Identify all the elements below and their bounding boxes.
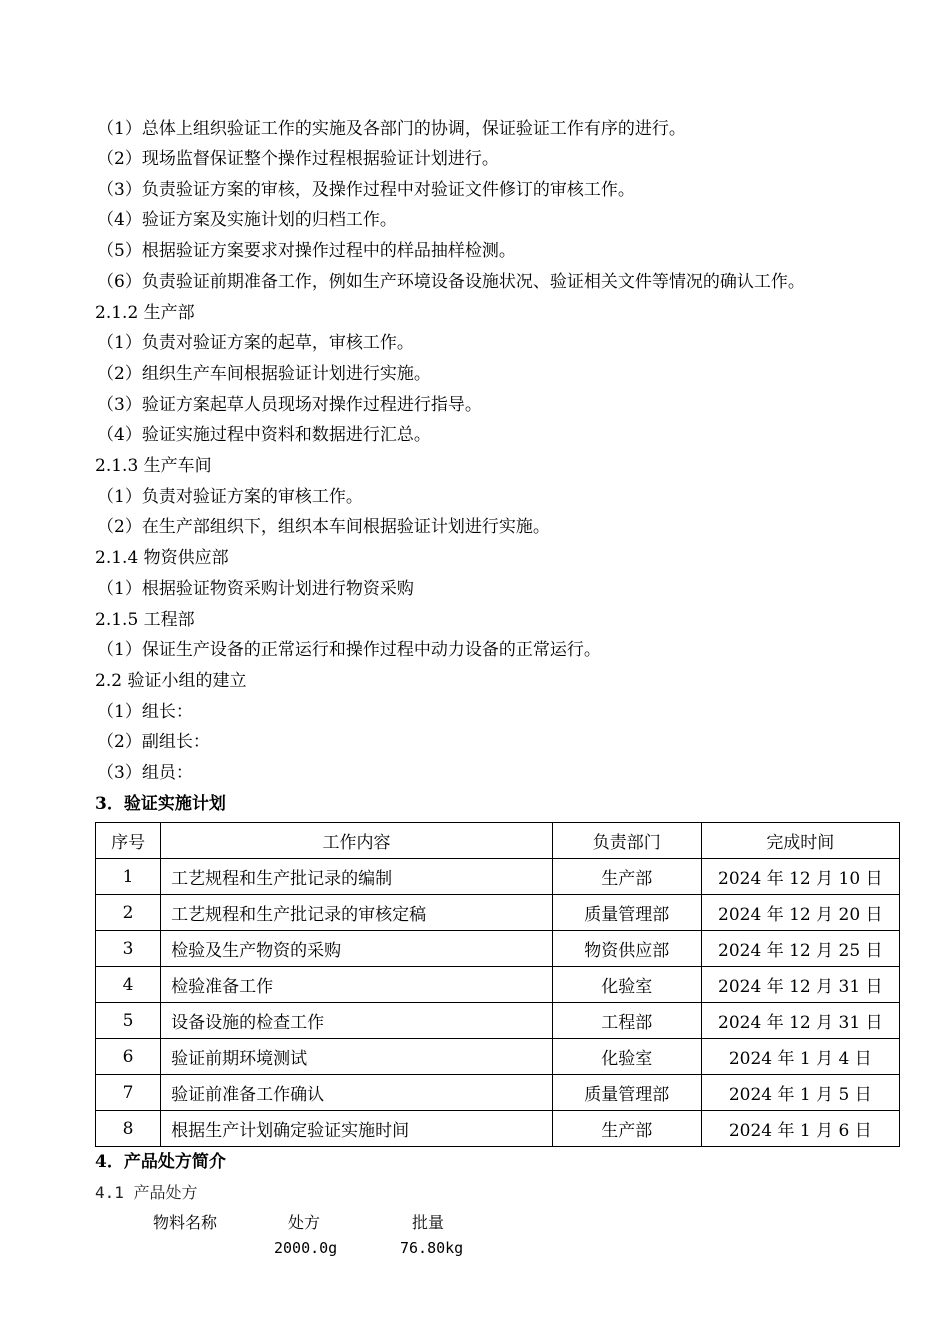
- column-batch: 批量: [412, 1213, 445, 1232]
- table-row: [96, 1075, 900, 1111]
- row-content: 工艺规程和生产批记录的审核定稿: [161, 895, 553, 931]
- row-index: 1: [96, 859, 161, 895]
- row-department: 工程部: [552, 1003, 701, 1039]
- row-department: 生产部: [552, 859, 701, 895]
- production-line-1: （1）负责对验证方案的起草，审核工作。: [97, 333, 414, 353]
- section-heading-3: 3．验证实施计划: [95, 794, 226, 814]
- header-content: 工作内容: [161, 823, 553, 859]
- row-department: 化验室: [552, 967, 701, 1003]
- row-content: 验证前准备工作确认: [161, 1075, 553, 1111]
- row-department: 质量管理部: [552, 1075, 701, 1111]
- row-content: 检验及生产物资的采购: [161, 931, 553, 967]
- team-deputy-line: （2）副组长：: [97, 732, 210, 752]
- section-heading-2-1-2: 2.1.2 生产部: [95, 303, 195, 323]
- row-date: 2024 年 12 月 31 日: [701, 1003, 899, 1039]
- row-content: 验证前期环境测试: [161, 1039, 553, 1075]
- team-members-line: （3）组员：: [97, 763, 193, 783]
- table-row: [96, 895, 900, 931]
- row-index: 7: [96, 1075, 161, 1111]
- row-department: 化验室: [552, 1039, 701, 1075]
- row-content: 根据生产计划确定验证实施时间: [161, 1111, 553, 1147]
- duty-line-4: （4）验证方案及实施计划的归档工作。: [97, 210, 397, 230]
- row-department: 物资供应部: [552, 931, 701, 967]
- section-heading-2-1-5: 2.1.5 工程部: [95, 610, 195, 630]
- row-department: 质量管理部: [552, 895, 701, 931]
- duty-line-1: （1）总体上组织验证工作的实施及各部门的协调，保证验证工作有序的进行。: [97, 119, 686, 139]
- section-heading-2-2: 2.2 验证小组的建立: [95, 671, 247, 691]
- row-index: 3: [96, 931, 161, 967]
- supply-line-1: （1）根据验证物资采购计划进行物资采购: [97, 579, 414, 599]
- production-line-4: （4）验证实施过程中资料和数据进行汇总。: [97, 425, 431, 445]
- row-index: 6: [96, 1039, 161, 1075]
- row-index: 2: [96, 895, 161, 931]
- duty-line-6: （6）负责验证前期准备工作，例如生产环境设备设施状况、验证相关文件等情况的确认工作。: [97, 272, 805, 292]
- table-row: [96, 1111, 900, 1147]
- row-date: 2024 年 1 月 6 日: [701, 1111, 899, 1147]
- section-heading-2-1-4: 2.1.4 物资供应部: [95, 548, 229, 568]
- implementation-plan-table: [95, 822, 900, 1147]
- row-date: 2024 年 12 月 25 日: [701, 931, 899, 967]
- row-content: 工艺规程和生产批记录的编制: [161, 859, 553, 895]
- team-leader-line: （1）组长：: [97, 702, 193, 722]
- batch-value: 76.80kg: [400, 1239, 464, 1257]
- formula-value: 2000.0g: [274, 1239, 338, 1257]
- row-department: 生产部: [552, 1111, 701, 1147]
- row-index: 5: [96, 1003, 161, 1039]
- duty-line-3: （3）负责验证方案的审核，及操作过程中对验证文件修订的审核工作。: [97, 180, 635, 200]
- duty-line-2: （2）现场监督保证整个操作过程根据验证计划进行。: [97, 149, 499, 169]
- row-content: 检验准备工作: [161, 967, 553, 1003]
- row-date: 2024 年 12 月 20 日: [701, 895, 899, 931]
- table-row: [96, 1039, 900, 1075]
- section-heading-4-1: 4.1 产品处方: [95, 1183, 198, 1202]
- duty-line-5: （5）根据验证方案要求对操作过程中的样品抽样检测。: [97, 241, 516, 261]
- row-date: 2024 年 12 月 31 日: [701, 967, 899, 1003]
- row-date: 2024 年 1 月 4 日: [701, 1039, 899, 1075]
- production-line-2: （2）组织生产车间根据验证计划进行实施。: [97, 364, 431, 384]
- workshop-line-2: （2）在生产部组织下，组织本车间根据验证计划进行实施。: [97, 517, 550, 537]
- header-department: 负责部门: [552, 823, 701, 859]
- table-row: [96, 931, 900, 967]
- section-heading-4: 4．产品处方简介: [95, 1152, 226, 1172]
- column-material-name: 物料名称: [153, 1213, 218, 1232]
- column-formula: 处方: [288, 1213, 321, 1232]
- table-header-row: [96, 823, 900, 859]
- table-row: [96, 967, 900, 1003]
- row-date: 2024 年 1 月 5 日: [701, 1075, 899, 1111]
- row-index: 4: [96, 967, 161, 1003]
- section-heading-2-1-3: 2.1.3 生产车间: [95, 456, 212, 476]
- row-date: 2024 年 12 月 10 日: [701, 859, 899, 895]
- table-row: [96, 1003, 900, 1039]
- engineering-line-1: （1）保证生产设备的正常运行和操作过程中动力设备的正常运行。: [97, 640, 601, 660]
- production-line-3: （3）验证方案起草人员现场对操作过程进行指导。: [97, 395, 482, 415]
- header-date: 完成时间: [701, 823, 899, 859]
- workshop-line-1: （1）负责对验证方案的审核工作。: [97, 487, 363, 507]
- table-row: [96, 859, 900, 895]
- header-index: 序号: [96, 823, 161, 859]
- row-content: 设备设施的检查工作: [161, 1003, 553, 1039]
- row-index: 8: [96, 1111, 161, 1147]
